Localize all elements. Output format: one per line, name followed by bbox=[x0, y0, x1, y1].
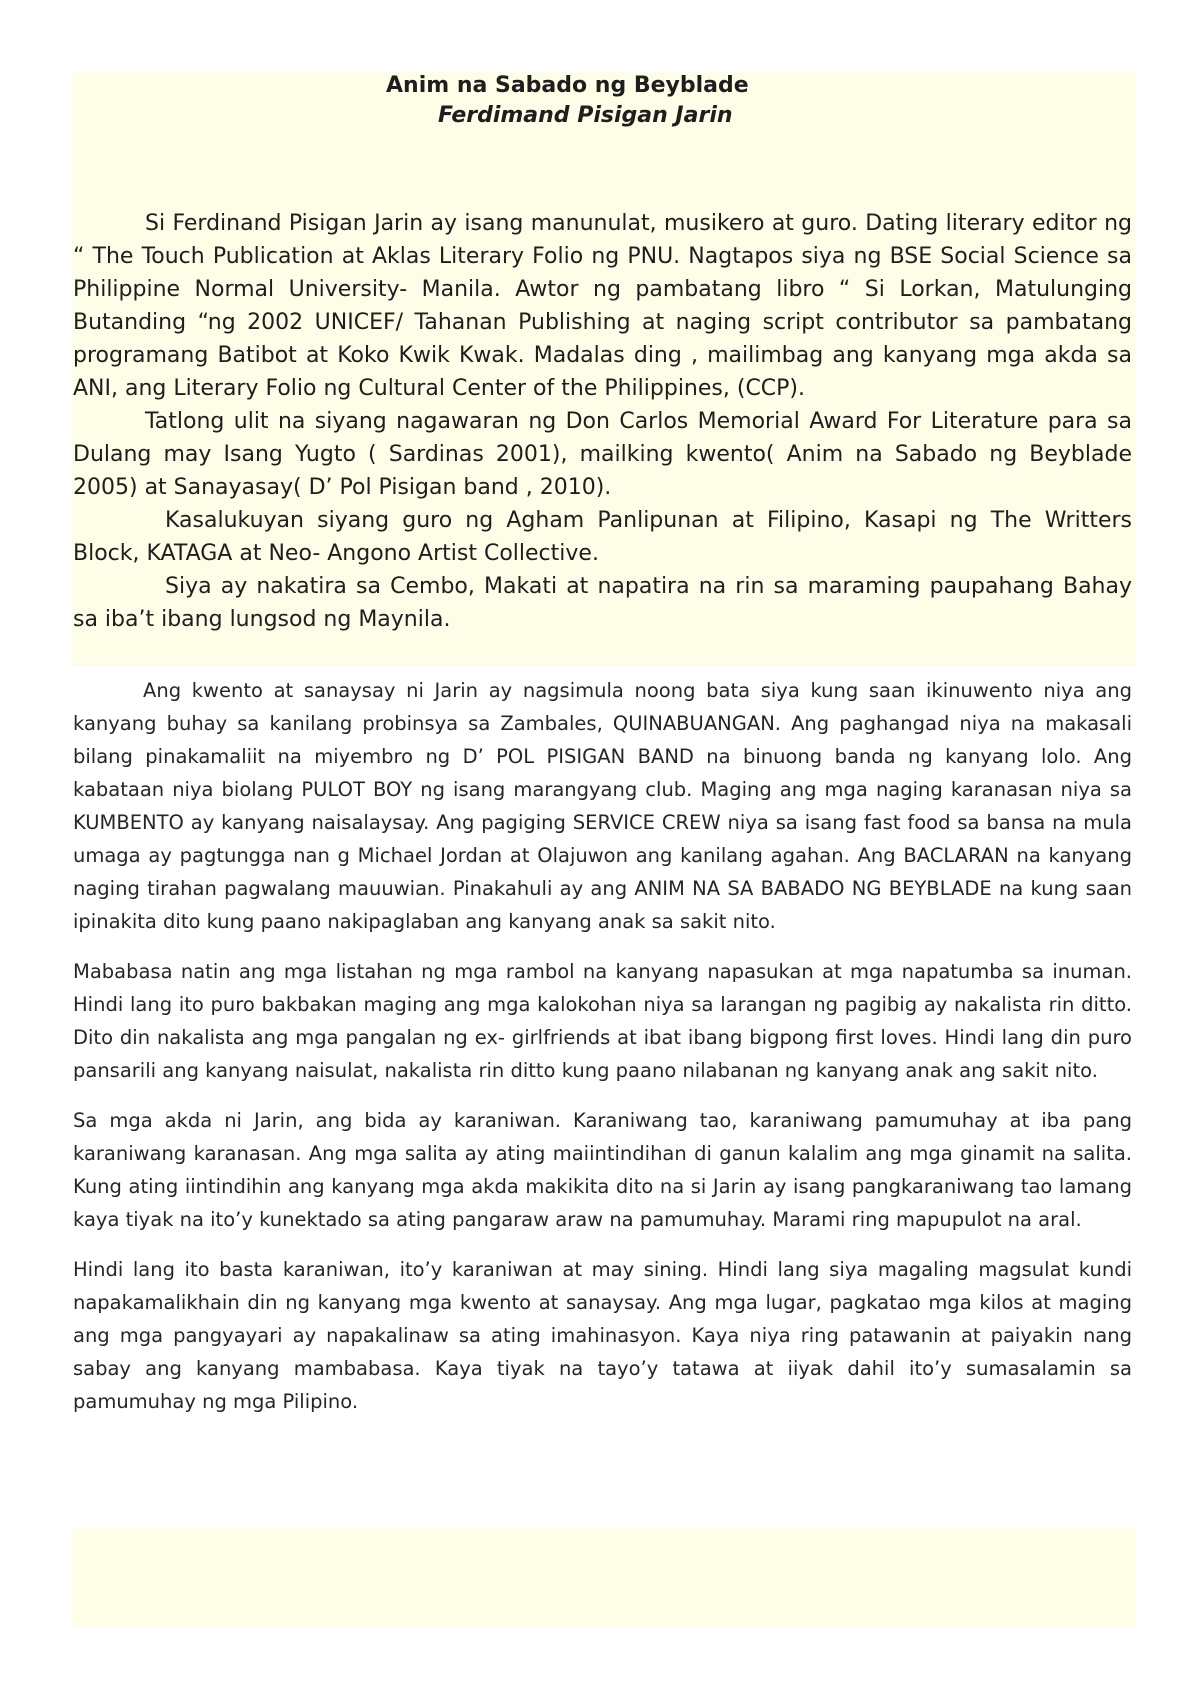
bio-paragraph: Siya ay nakatira sa Cembo, Makati at napatira na rin sa maraming paupahang Bahay sa iba’t ibang lungsod ng Maynila. bbox=[73, 574, 1132, 632]
author-bio bbox=[73, 207, 1132, 636]
body-paragraph: Sa mga akda ni Jarin, ang bida ay karaniwan. Karaniwang tao, karaniwang pamumuhay at iba pang karaniwang karanasan. Ang mga salita ay ating maiintindihan di ganun kalalim ang mga ginamit na salita. Kung ating iintindihin ang kanyang mga akda makikita dito na si Jarin ay isang pangkaraniwang tao lamang kaya tiyak na ito’y kunektado sa ating pangaraw araw na pamumuhay. Marami ring mapupulot na aral. bbox=[73, 1109, 1132, 1231]
bio-paragraph: Si Ferdinand Pisigan Jarin ay isang manunulat, musikero at guro. Dating literary editor ng “ The Touch Publication at Aklas Literary Folio ng PNU. Nagtapos siya ng BSE Social Science sa Philippine Normal University- Manila. Awtor ng pambatang libro “ Si Lorkan, Matulunging Butanding “ng 2002 UNICEF/ Tahanan Publishing at naging script contributor sa pambatang programang Batibot at Koko Kwik Kwak. Madalas ding , mailimbag ang kanyang mga akda sa ANI, ang Literary Folio ng Cultural Center of the Philippines, (CCP). bbox=[73, 211, 1132, 401]
review-body bbox=[73, 674, 1132, 1418]
bio-paragraph: Kasalukuyan siyang guro ng Agham Panlipunan at Filipino, Kasapi ng The Writters Block, KATAGA at Neo- Angono Artist Collective. bbox=[73, 508, 1132, 566]
highlight-region-bottom bbox=[72, 1528, 1136, 1628]
body-paragraph: Ang kwento at sanaysay ni Jarin ay nagsimula noong bata siya kung saan ikinuwento niya ang kanyang buhay sa kanilang probinsya sa Zambales, QUINABUANGAN. Ang paghangad niya na makasali bilang pinakamaliit na miyembro ng D’ POL PISIGAN BAND na binuong banda ng kanyang lolo. Ang kabataan niya biolang PULOT BOY ng isang marangyang club. Maging ang mga naging karanasan niya sa KUMBENTO ay kanyang naisalaysay. Ang pagiging SERVICE CREW niya sa isang fast food sa bansa na mula umaga ay pagtungga nan g Michael Jordan at Olajuwon ang kanilang agahan. Ang BACLARAN na kanyang naging tirahan pagwalang mauuwian. Pinakahuli ay ang ANIM NA SA BABADO NG BEYBLADE na kung saan ipinakita dito kung paano nakipaglaban ang kanyang anak sa sakit nito. bbox=[73, 679, 1132, 933]
document-title: Anim na Sabado ng Beyblade bbox=[386, 73, 749, 98]
body-paragraph: Mababasa natin ang mga listahan ng mga rambol na kanyang napasukan at mga napatumba sa inuman. Hindi lang ito puro bakbakan maging ang mga kalokohan niya sa larangan ng pagibig ay nakalista rin ditto. Dito din nakalista ang mga pangalan ng ex- girlfriends at ibat ibang bigpong first loves. Hindi lang din puro pansarili ang kanyang naisulat, nakalista rin ditto kung paano nilabanan ng kanyang anak ang sakit nito. bbox=[73, 960, 1132, 1082]
body-paragraph: Hindi lang ito basta karaniwan, ito’y karaniwan at may sining. Hindi lang siya magaling magsulat kundi napakamalikhain din ng kanyang mga kwento at sanaysay. Ang mga lugar, pagkatao mga kilos at maging ang mga pangyayari ay napakalinaw sa ating imahinasyon. Kaya niya ring patawanin at paiyakin nang sabay ang kanyang mambabasa. Kaya tiyak na tayo’y tatawa at iiyak dahil ito’y sumasalamin sa pamumuhay ng mga Pilipino. bbox=[73, 1258, 1132, 1413]
document-author: Ferdimand Pisigan Jarin bbox=[438, 103, 733, 128]
bio-paragraph: Tatlong ulit na siyang nagawaran ng Don Carlos Memorial Award For Literature para sa Dulang may Isang Yugto ( Sardinas 2001), mailking kwento( Anim na Sabado ng Beyblade 2005) at Sanayasay( D’ Pol Pisigan band , 2010). bbox=[73, 409, 1132, 500]
